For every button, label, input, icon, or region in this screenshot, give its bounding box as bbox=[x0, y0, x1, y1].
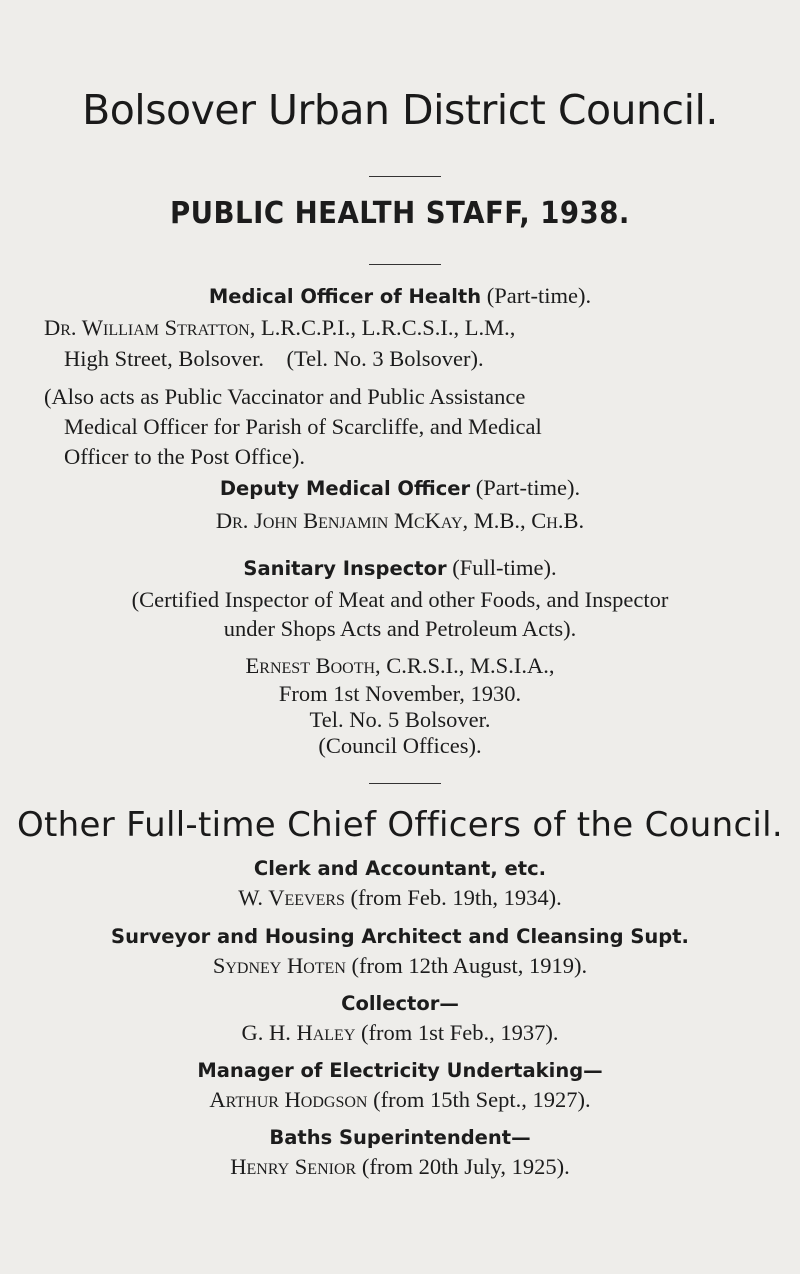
officer-heading: Clerk and Accountant, etc. bbox=[253, 857, 547, 880]
moh-note-line: Medical Officer for Parish of Scarcliffe, and Medical bbox=[64, 414, 542, 439]
officer-heading: Baths Superintendent— bbox=[269, 1126, 531, 1149]
inspector-detail: Tel. No. 5 Bolsover. bbox=[309, 707, 491, 732]
moh-note-line: Officer to the Post Office). bbox=[64, 444, 305, 469]
deputy-name: Dr. John Benjamin McKay, M.B., Ch.B. bbox=[215, 508, 585, 533]
deputy-heading: Deputy Medical Officer bbox=[219, 477, 471, 500]
officer-line bbox=[0, 953, 800, 979]
officer-heading: Manager of Electricity Undertaking— bbox=[197, 1059, 603, 1082]
moh-heading-line bbox=[0, 283, 800, 309]
inspector-detail: From 1st November, 1930. bbox=[278, 681, 522, 706]
moh-address: High Street, Bolsover. (Tel. No. 3 Bolsover). bbox=[64, 346, 484, 371]
inspector-note-line: (Certified Inspector of Meat and other Foods, and Inspector bbox=[131, 587, 669, 612]
officer-name: G. H. Haley bbox=[241, 1020, 356, 1045]
officer-line bbox=[0, 1020, 800, 1046]
divider bbox=[369, 783, 441, 784]
inspector-name: Ernest Booth, C.R.S.I., M.S.I.A., bbox=[245, 653, 555, 678]
officer-heading: Surveyor and Housing Architect and Cleansing Supt. bbox=[111, 925, 689, 948]
officer-name: Sydney Hoten bbox=[212, 953, 346, 978]
council-title: Bolsover Urban District Council. bbox=[82, 86, 718, 134]
moh-heading: Medical Officer of Health bbox=[208, 285, 482, 308]
officer-name: Henry Senior bbox=[230, 1154, 357, 1179]
officer-detail: (from 12th August, 1919). bbox=[345, 953, 588, 978]
subtitle-wrap bbox=[0, 196, 800, 231]
divider bbox=[369, 264, 441, 265]
deputy-heading-line bbox=[0, 475, 800, 501]
inspector-tenure: (Full-time). bbox=[446, 555, 557, 580]
officer-detail: (from Feb. 19th, 1934). bbox=[344, 885, 562, 910]
moh-note-line: (Also acts as Public Vaccinator and Public Assistance bbox=[44, 384, 526, 409]
inspector-heading-line bbox=[0, 555, 800, 581]
officer-line bbox=[0, 1154, 800, 1180]
officer-detail: (from 15th Sept., 1927). bbox=[367, 1087, 591, 1112]
officer-name: W. Veevers bbox=[238, 885, 345, 910]
officer-detail: (from 1st Feb., 1937). bbox=[355, 1020, 559, 1045]
officer-name: Arthur Hodgson bbox=[209, 1087, 368, 1112]
inspector-note-line: under Shops Acts and Petroleum Acts). bbox=[223, 616, 577, 641]
inspector-detail: (Council Offices). bbox=[318, 733, 482, 758]
other-officers-title: Other Full-time Chief Officers of the Council. bbox=[16, 805, 784, 845]
officer-line bbox=[0, 885, 800, 911]
moh-tenure: (Part-time). bbox=[481, 283, 592, 308]
officer-detail: (from 20th July, 1925). bbox=[356, 1154, 570, 1179]
deputy-tenure: (Part-time). bbox=[470, 475, 581, 500]
officer-heading: Collector— bbox=[341, 992, 459, 1015]
moh-name: Dr. William Stratton, L.R.C.P.I., L.R.C.S.I., L.M., bbox=[44, 315, 516, 340]
staff-subtitle: PUBLIC HEALTH STAFF, 1938. bbox=[170, 196, 630, 231]
officer-line bbox=[0, 1087, 800, 1113]
divider bbox=[369, 176, 441, 177]
inspector-heading: Sanitary Inspector bbox=[243, 557, 447, 580]
